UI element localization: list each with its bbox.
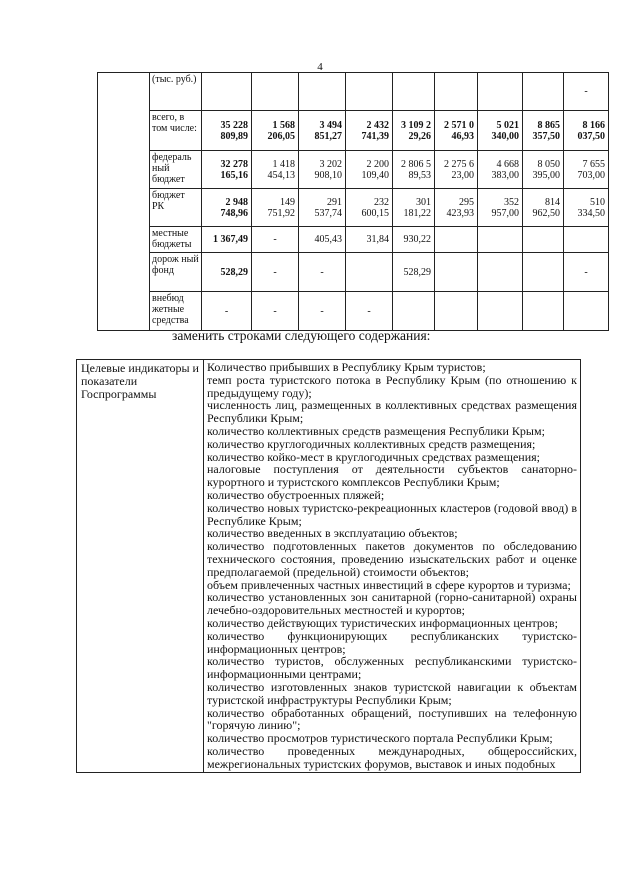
funding-value	[346, 253, 393, 292]
funding-row	[98, 227, 609, 253]
empty-cell	[98, 189, 150, 227]
funding-value: 2 948 748,96	[202, 189, 252, 227]
funding-value: 301 181,22	[393, 189, 435, 227]
funding-table	[97, 72, 609, 331]
indicator-item: Количество прибывших в Республику Крым туристов;	[207, 360, 486, 374]
indicator-item: количество коллективных средств размещения Республики Крым;	[207, 423, 545, 438]
funding-value: 405,43	[299, 227, 346, 253]
indicator-item: количество койко-мест в круглогодичных средствах размещения;	[207, 449, 540, 464]
funding-value	[478, 253, 523, 292]
funding-value	[478, 227, 523, 253]
funding-value	[478, 292, 523, 331]
funding-value: 528,29	[393, 253, 435, 292]
funding-value: 2 275 6 23,00	[435, 151, 478, 189]
funding-value	[564, 292, 609, 331]
indicator-item: количество введенных в эксплуатацию объектов;	[207, 526, 458, 541]
funding-value: 232 600,15	[346, 189, 393, 227]
funding-value: 2 200 109,40	[346, 151, 393, 189]
indicator-item: количество проведенных международных, общероссийских, межрегиональных туристских форумов, выставок и иных подобных	[207, 743, 577, 771]
funding-value: 149 751,92	[252, 189, 299, 227]
funding-value: 5 021 340,00	[478, 111, 523, 151]
replace-instruction: заменить строками следующего содержания:	[172, 328, 431, 343]
funding-value: -	[252, 253, 299, 292]
funding-value	[435, 73, 478, 111]
funding-value: -	[564, 253, 609, 292]
funding-value: 31,84	[346, 227, 393, 253]
empty-cell	[98, 253, 150, 292]
indicators-label: Целевые индикаторы и показатели Госпрограммы	[81, 361, 199, 401]
funding-value: 8 166 037,50	[564, 111, 609, 151]
funding-value: 814 962,50	[523, 189, 564, 227]
funding-value: -	[299, 292, 346, 331]
indicator-item: количество новых туристско-рекреационных кластеров (годовой ввод) в Республике Крым;	[207, 500, 577, 528]
page-number: 4	[317, 61, 323, 73]
funding-value: 930,22	[393, 227, 435, 253]
funding-value: 2 571 0 46,93	[435, 111, 478, 151]
empty-cell	[98, 227, 150, 253]
indicator-item: количество изготовленных знаков туристской навигации к объектам туристской инфраструктуры Республики Крым;	[207, 679, 577, 707]
funding-row	[98, 189, 609, 227]
funding-value: 8 865 357,50	[523, 111, 564, 151]
indicators-label-cell	[77, 360, 204, 773]
funding-value	[202, 73, 252, 111]
funding-value: -	[202, 292, 252, 331]
funding-value	[252, 73, 299, 111]
indicator-item: количество круглогодичных коллективных средств размещения;	[207, 436, 536, 451]
empty-cell	[98, 111, 150, 151]
funding-value: 352 957,00	[478, 189, 523, 227]
indicators-table	[76, 359, 581, 773]
funding-value	[564, 227, 609, 253]
funding-value: 510 334,50	[564, 189, 609, 227]
funding-row	[98, 151, 609, 189]
funding-value: -	[252, 227, 299, 253]
indicator-item: количество обустроенных пляжей;	[207, 487, 385, 502]
row-label: местные бюджеты	[150, 227, 202, 253]
funding-value: 7 655 703,00	[564, 151, 609, 189]
row-label: дорож ный фонд	[150, 253, 202, 292]
funding-value: 3 494 851,27	[299, 111, 346, 151]
empty-cell	[98, 292, 150, 331]
empty-cell	[98, 73, 150, 111]
funding-value: 35 228 809,89	[202, 111, 252, 151]
funding-value: 291 537,74	[299, 189, 346, 227]
funding-value	[478, 73, 523, 111]
row-label: федераль ный бюджет	[150, 151, 202, 189]
indicator-item: объем привлеченных частных инвестиций в сфере курортов и туризма;	[207, 577, 571, 592]
indicator-item: количество просмотров туристического портала Республики Крым;	[207, 731, 553, 746]
funding-value	[435, 292, 478, 331]
funding-value	[523, 227, 564, 253]
funding-value: 32 278 165,16	[202, 151, 252, 189]
indicator-item: количество функционирующих республиканских туристско-информационных центров;	[207, 628, 577, 656]
funding-value: 2 806 5 89,53	[393, 151, 435, 189]
row-label: внебюд жетные средства	[150, 292, 202, 331]
funding-value	[393, 73, 435, 111]
funding-row	[98, 253, 609, 292]
indicator-item: количество действующих туристических информационных центров;	[207, 615, 558, 630]
funding-value: 2 432 741,39	[346, 111, 393, 151]
indicator-item: количество обработанных обращений, поступивших на телефонную "горячую линию";	[207, 705, 577, 733]
funding-value: 1 568 206,05	[252, 111, 299, 151]
indicators-list-cell	[204, 360, 581, 773]
funding-value	[299, 73, 346, 111]
empty-cell	[98, 151, 150, 189]
funding-value	[346, 73, 393, 111]
funding-value	[523, 292, 564, 331]
funding-row	[98, 292, 609, 331]
indicator-item: количество установленных зон санитарной (горно-санитарной) охраны лечебно-оздоровительных местностей и курортов;	[207, 590, 577, 618]
funding-value	[523, 253, 564, 292]
funding-value: 3 202 908,10	[299, 151, 346, 189]
indicators-row	[77, 360, 581, 773]
funding-row	[98, 73, 609, 111]
indicator-item: темп роста туристского потока в Республику Крым (по отношению к предыдущему году);	[207, 372, 577, 400]
funding-value	[393, 292, 435, 331]
funding-value: 1 418 454,13	[252, 151, 299, 189]
row-label: бюджет РК	[150, 189, 202, 227]
row-label: (тыс. руб.)	[150, 73, 202, 111]
funding-value: 4 668 383,00	[478, 151, 523, 189]
indicator-item: количество туристов, обслуженных республиканскими туристско-информационными центрами;	[207, 654, 577, 682]
funding-value: 3 109 2 29,26	[393, 111, 435, 151]
funding-value: 528,29	[202, 253, 252, 292]
indicator-item: численность лиц, размещенных в коллективных средствах размещения Республики Крым;	[207, 398, 577, 426]
indicator-item: налоговые поступления от деятельности субъектов санаторно-курортного и туристского комплексов Республики Крым;	[207, 462, 577, 490]
funding-value: -	[564, 73, 609, 111]
funding-value	[523, 73, 564, 111]
funding-value: 8 050 395,00	[523, 151, 564, 189]
row-label: всего, в том числе:	[150, 111, 202, 151]
funding-value: -	[299, 253, 346, 292]
funding-row	[98, 111, 609, 151]
funding-value: 295 423,93	[435, 189, 478, 227]
funding-value: -	[346, 292, 393, 331]
indicator-item: количество подготовленных пакетов документов по обследованию технического состояния, проведению изыскательских работ и оценке предполагаемой (предельной) стоимости объектов;	[207, 539, 577, 579]
funding-value	[435, 227, 478, 253]
funding-value	[435, 253, 478, 292]
funding-value: -	[252, 292, 299, 331]
funding-value: 1 367,49	[202, 227, 252, 253]
